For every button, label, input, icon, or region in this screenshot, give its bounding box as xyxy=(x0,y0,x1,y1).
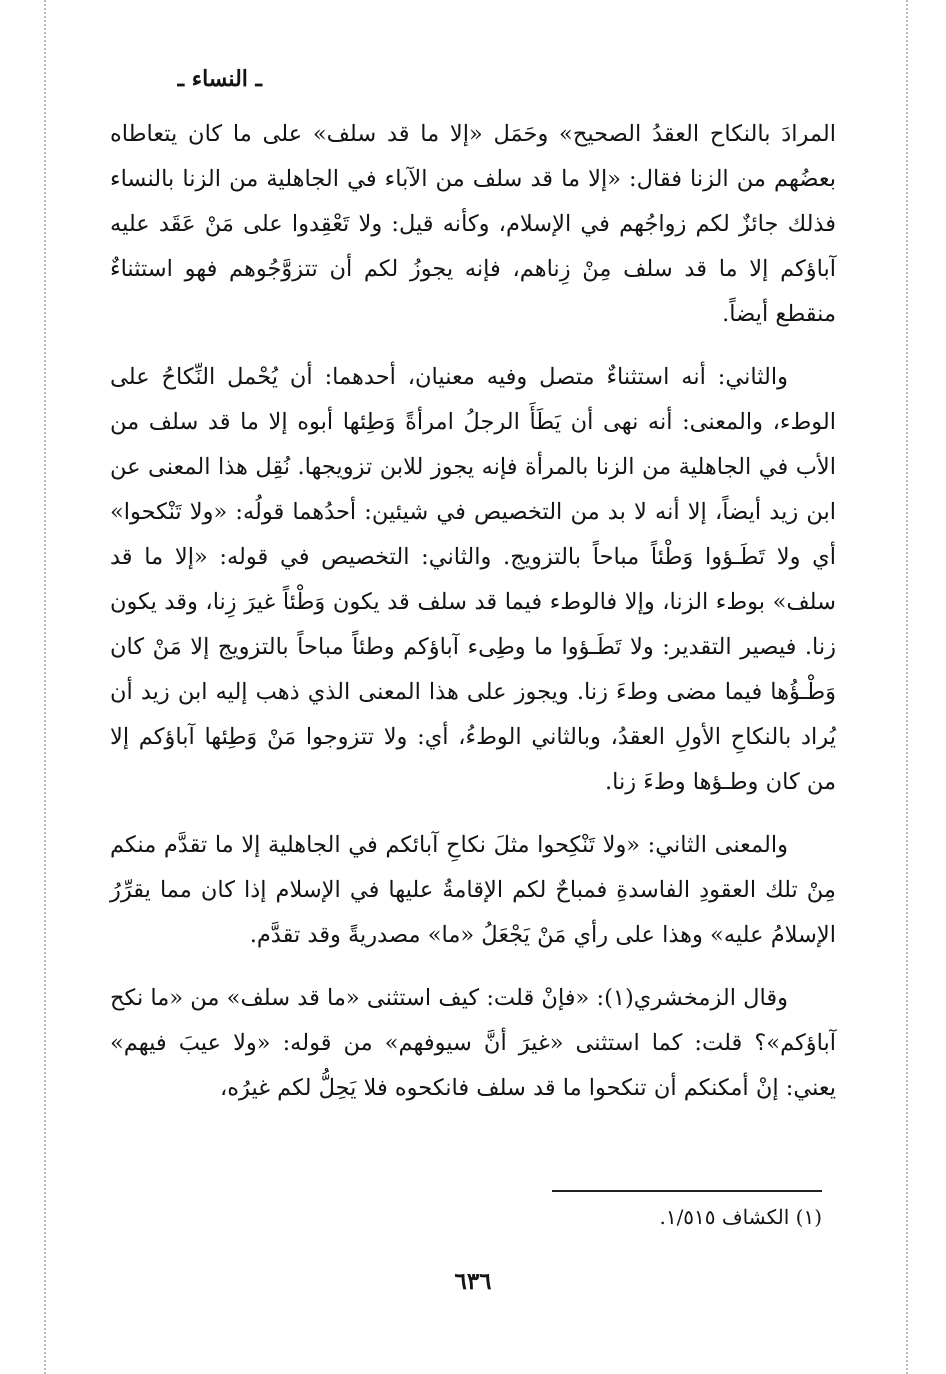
paragraph: والمعنى الثاني: «ولا تَنْكِحوا مثلَ نكاحِ آبائكم في الجاهلية إلا ما تقدَّم منكم مِنْ تلك العقودِ الفاسدةِ فمباحٌ لكم الإقامةُ عليها في الإسلام إذا كان مما يقرِّرُ الإسلامُ عليه» وهذا على رأي مَنْ يَجْعَلُ «ما» مصدريةً وقد تقدَّم. xyxy=(110,832,836,948)
paragraph: المرادَ بالنكاح العقدُ الصحيح» وحَمَل «إلا ما قد سلف» على ما كان يتعاطاه بعضُهم من الزنا فقال: «إلا ما قد سلف من الآباء في الجاهلية من الزنا بالنساء فذلك جائزٌ لكم زواجُهم في الإسلام، وكأنه قيل: ولا تَعْقِدوا على مَنْ عَقَد عليه آباؤكم إلا ما قد سلف مِنْ زِناهم، فإنه يجوزُ لكم أن تتزوَّجُوهم فهو استثناءٌ منقطع أيضاً. xyxy=(110,121,836,327)
paragraph: وقال الزمخشري(١): «فإنْ قلت: كيف استثنى «ما قد سلف» من «ما نكح آباؤكم»؟ قلت: كما استثنى «غيرَ أنَّ سيوفهم» من قوله: «ولا عيبَ فيهم» يعني: إنْ أمكنكم أن تنكحوا ما قد سلف فانكحوه فلا يَحِلُّ لكم غيرُه، xyxy=(110,985,836,1101)
running-head: ـ النساء ـ xyxy=(177,66,262,92)
main-text xyxy=(110,112,836,1129)
footnote-divider xyxy=(552,1190,822,1192)
scan-edge-dots-left xyxy=(44,0,46,1374)
page-number: ٦٣٦ xyxy=(454,1268,492,1295)
scan-edge-dots-right xyxy=(906,0,908,1374)
paragraph: والثاني: أنه استثناءٌ متصل وفيه معنيان، أحدهما: أن يُحْمل النِّكاحُ على الوطء، والمعنى: أنه نهى أن يَطَأَ الرجلُ امرأةً وَطِئها أبوه إلا ما قد سلف من الأب في الجاهلية من الزنا بالمرأة فإنه يجوز للابن تزويجها. نُقِل هذا المعنى عن ابن زيد أيضاً، إلا أنه لا بد من التخصيص في شيئين: أحدُهما قولُه: «ولا تَنْكحوا» أي ولا تَطَـؤوا وَطْئاً مباحاً بالتزويج. والثاني: التخصيص في قوله: «إلا ما قد سلف» بوطء الزنا، وإلا فالوطء فيما قد سلف قد يكون وَطْئاً غيرَ زِنا، وقد يكون زنا. فيصير التقدير: ولا تَطَـؤوا ما وطِىء آباؤكم وطئاً مباحاً بالتزويج إلا مَنْ كان وَطْـؤُها فيما مضى وطءَ زنا. ويجوز على هذا المعنى الذي ذهب إليه ابن زيد أن يُراد بالنكاحِ الأولِ العقدُ، وبالثاني الوطءُ، أي: ولا تتزوجوا مَنْ وَطِئها آباؤكم إلا من كان وطـؤها وطءَ زنا. xyxy=(110,364,836,795)
footnote: (١) الكشاف ١/٥١٥. xyxy=(659,1205,822,1229)
